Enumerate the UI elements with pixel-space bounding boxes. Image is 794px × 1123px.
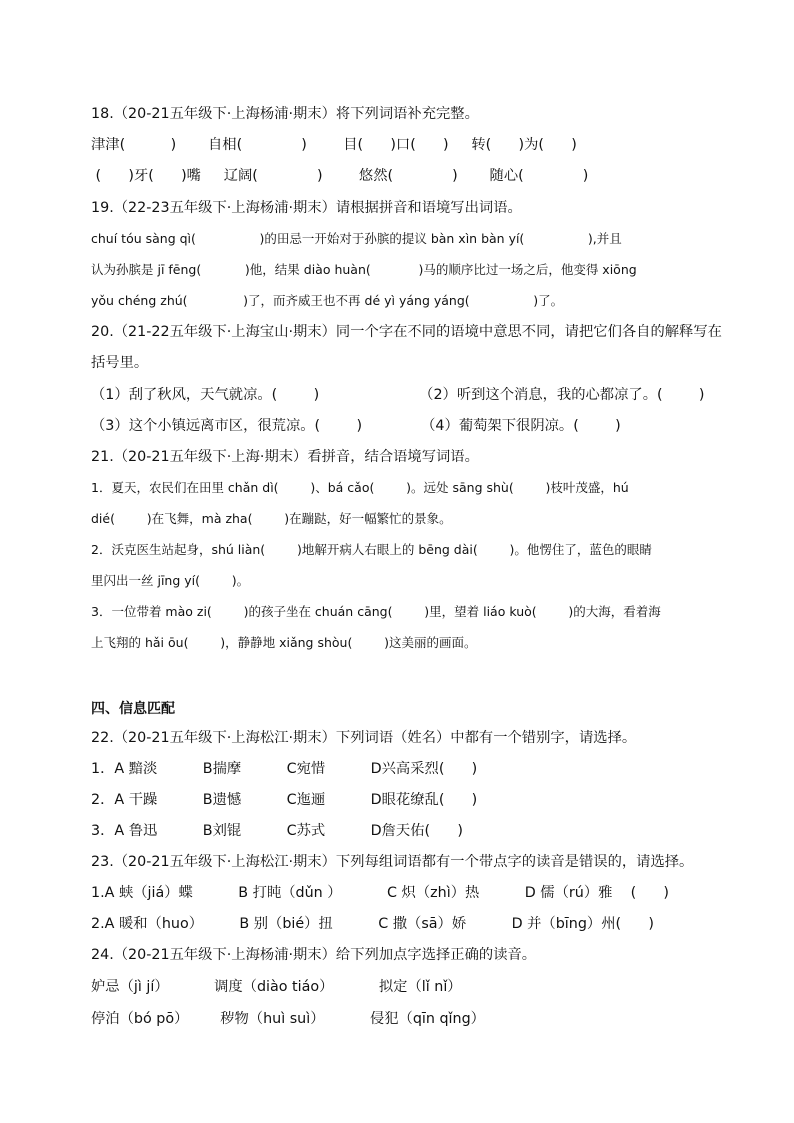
q19-title: 19.（22-23五年级下·上海杨浦·期末）请根据拼音和语境写出词语。 bbox=[91, 200, 522, 216]
q20-row-1: （1）刮了秋风，天气就凉。( ) （2）听到这个消息，我的心都凉了。( ) bbox=[91, 387, 705, 403]
q23-row-1: 1.A 蛱（jiá）蝶 B 打盹（dǔn ） C 炽（zhì）热 D 儒（rú）雅 ( ) bbox=[91, 885, 670, 901]
q23-row-2: 2.A 暖和（huo） B 别（bié）扭 C 撒（sā）娇 D 并（bīng）州( ) bbox=[91, 916, 654, 932]
q21-item-2b: 里闪出一丝 jīng yí( )。 bbox=[91, 573, 250, 588]
q22-row-2: 2．A 干躁 B遗憾 C迤逦 D眼花缭乱( ) bbox=[91, 792, 478, 808]
q24-title: 24.（20-21五年级下·上海杨浦·期末）给下列加点字选择正确的读音。 bbox=[91, 947, 537, 963]
q24-row-1: 妒忌（jì jí） 调度（diào tiáo） 拟定（lǐ nǐ） bbox=[91, 979, 462, 995]
q20-title-cont: 括号里。 bbox=[91, 355, 149, 371]
q21-title: 21.（20-21五年级下·上海·期末）看拼音，结合语境写词语。 bbox=[91, 449, 479, 465]
q18-row-1: 津津( ) 自相( ) 目( )口( ) 转( )为( ) bbox=[91, 137, 577, 153]
q20-row-2: （3）这个小镇远离市区，很荒凉。( ) （4）葡萄架下很阴凉。( ) bbox=[91, 418, 621, 434]
q20-title: 20.（21-22五年级下·上海宝山·期末）同一个字在不同的语境中意思不同，请把它们各自的解释写在 bbox=[91, 324, 722, 340]
q21-item-3b: 上飞翔的 hǎi ōu( )，静静地 xiǎng shòu( )这美丽的画面。 bbox=[91, 635, 477, 650]
q24-row-2: 停泊（bó pō） 秽物（huì suì） 侵犯（qīn qǐng） bbox=[91, 1011, 485, 1027]
q23-title: 23.（20-21五年级下·上海松江·期末）下列每组词语都有一个带点字的读音是错误的，请选择。 bbox=[91, 854, 694, 870]
q22-title: 22.（20-21五年级下·上海松江·期末）下列词语（姓名）中都有一个错别字，请选择。 bbox=[91, 730, 637, 746]
q21-item-2a: 2．沃克医生站起身，shú liàn( )地解开病人右眼上的 bēng dài( )。他愣住了，蓝色的眼睛 bbox=[91, 542, 652, 557]
section-heading: 四、信息匹配 bbox=[91, 701, 175, 717]
q22-row-3: 3．A 鲁迅 B刘锟 C苏式 D詹天佑( ) bbox=[91, 823, 463, 839]
q18-title: 18.（20-21五年级下·上海杨浦·期末）将下列词语补充完整。 bbox=[91, 106, 479, 122]
q21-item-3a: 3．一位带着 mào zi( )的孩子坐在 chuán cāng( )里，望着 liáo kuò( )的大海，看着海 bbox=[91, 604, 661, 619]
q22-row-1: 1．A 黯淡 B揣摩 C宛惜 D兴高采烈( ) bbox=[91, 761, 478, 777]
q21-item-1b: dié( )在飞舞，mà zha( )在蹦跶，好一幅繁忙的景象。 bbox=[91, 511, 452, 526]
q19-line-1: chuí tóu sàng qì( )的田忌一开始对于孙膑的提议 bàn xìn bàn yí( ),并且 bbox=[91, 231, 622, 246]
q19-line-3: yǒu chéng zhú( )了，而齐威王也不再 dé yì yáng yáng( )了。 bbox=[91, 293, 564, 308]
q18-row-2: ( )牙( )嘴 辽阔( ) 悠然( ) 随心( ) bbox=[91, 168, 589, 184]
q21-item-1a: 1．夏天，农民们在田里 chǎn dì( )、bá cǎo( )。远处 sāng shù( )枝叶茂盛，hú bbox=[91, 480, 629, 495]
q19-line-2: 认为孙膑是 jī fēng( )他，结果 diào huàn( )马的顺序比过一场之后，他变得 xiōng bbox=[91, 262, 637, 277]
